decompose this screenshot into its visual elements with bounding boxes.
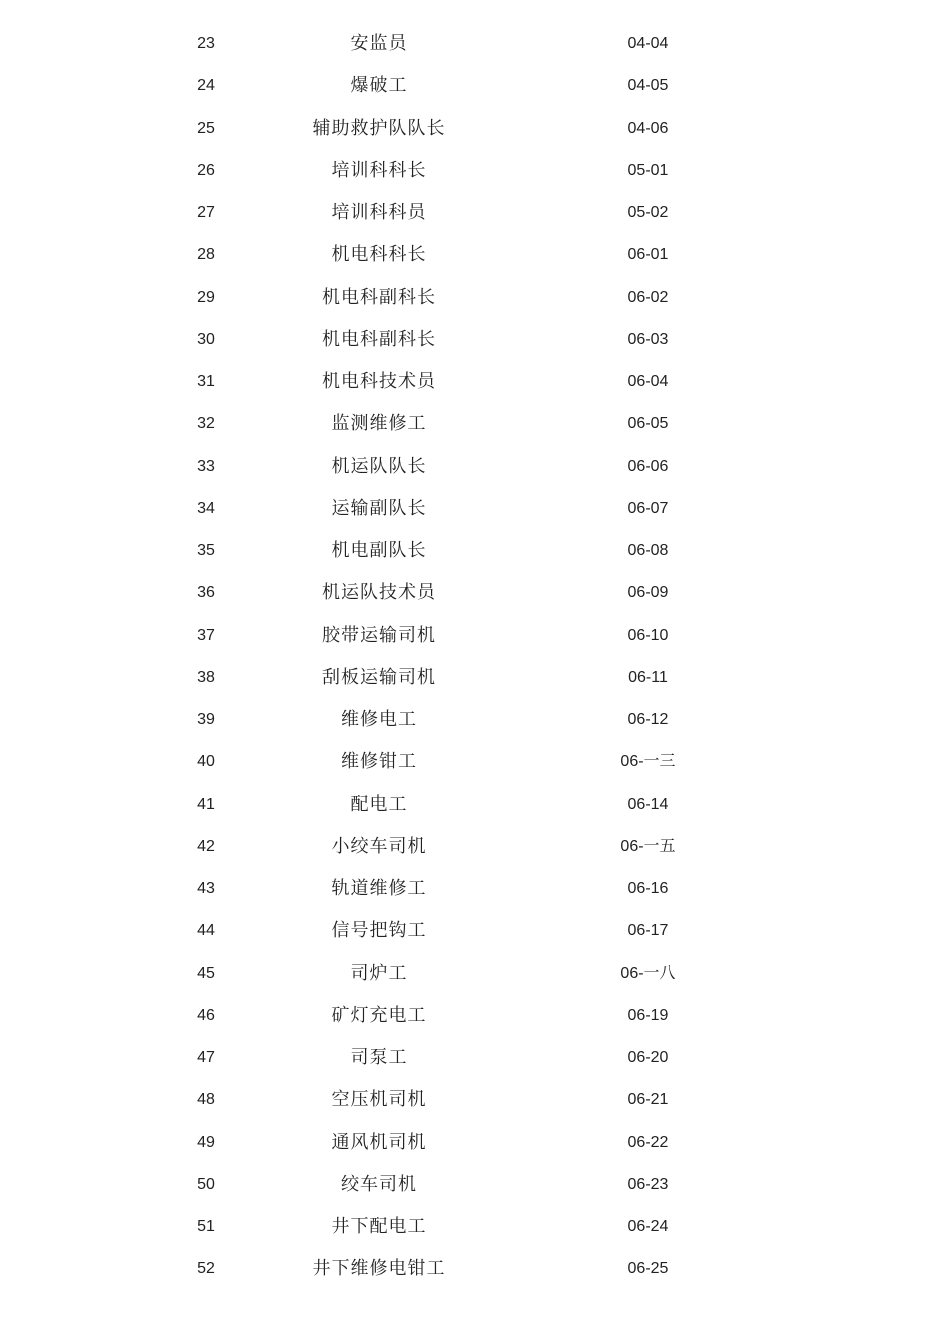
position-code: 06-24	[627, 1218, 669, 1235]
row-number: 45	[197, 964, 215, 982]
table-row	[0, 699, 950, 741]
table-row	[0, 150, 950, 192]
position-code: 06-16	[627, 880, 669, 897]
position-code: 06-一五	[620, 837, 676, 855]
table-row	[0, 403, 950, 445]
table-row	[0, 1248, 950, 1290]
table-row	[0, 826, 950, 868]
position-name: 机运队技术员	[322, 582, 436, 604]
row-number: 31	[197, 373, 215, 390]
position-name: 司泵工	[350, 1047, 408, 1068]
position-name: 爆破工	[350, 75, 408, 97]
position-code: 06-25	[627, 1260, 669, 1278]
position-name: 绞车司机	[341, 1173, 417, 1195]
position-code: 04-06	[627, 119, 669, 137]
position-code: 06-05	[627, 415, 669, 433]
position-code: 06-22	[627, 1133, 669, 1151]
row-number: 30	[197, 330, 215, 348]
position-name: 机电科科长	[331, 244, 427, 266]
table-row	[0, 65, 950, 107]
position-code: 06-一三	[620, 753, 676, 771]
row-number: 24	[197, 77, 215, 95]
row-number: 36	[197, 584, 215, 602]
position-code: 05-02	[627, 204, 669, 221]
position-name: 井下维修电钳工	[312, 1258, 446, 1280]
row-number: 25	[197, 119, 215, 137]
position-code: 06-09	[627, 584, 669, 602]
row-number: 41	[197, 795, 215, 813]
row-number: 42	[197, 837, 215, 855]
position-name: 轨道维修工	[331, 878, 427, 899]
position-code: 06-06	[627, 457, 669, 475]
position-name: 机电科副科长	[322, 328, 436, 350]
table-row	[0, 1122, 950, 1164]
position-code: 06-04	[627, 373, 669, 390]
position-code: 06-02	[627, 288, 669, 306]
position-code: 06-21	[627, 1091, 669, 1109]
table-row	[0, 361, 950, 403]
row-number: 51	[197, 1218, 215, 1235]
document-table	[0, 23, 950, 1291]
row-number: 38	[197, 668, 215, 686]
row-number: 27	[197, 204, 215, 221]
position-code: 06-12	[627, 711, 669, 728]
table-row	[0, 530, 950, 572]
table-row	[0, 1037, 950, 1079]
position-name: 通风机司机	[331, 1131, 427, 1153]
position-name: 机电科技术员	[322, 371, 436, 392]
position-name: 培训科科员	[331, 202, 427, 223]
row-number: 40	[197, 753, 215, 771]
table-row	[0, 657, 950, 699]
table-row	[0, 953, 950, 995]
table-row	[0, 23, 950, 65]
table-row	[0, 446, 950, 488]
position-code: 05-01	[627, 161, 669, 179]
table-row	[0, 572, 950, 614]
row-number: 47	[197, 1049, 215, 1066]
position-code: 06-一八	[620, 964, 676, 982]
row-number: 43	[197, 880, 215, 897]
position-name: 辅助救护队队长	[312, 117, 446, 139]
table-row	[0, 277, 950, 319]
position-code: 06-10	[627, 626, 669, 644]
row-number: 44	[197, 922, 215, 940]
row-number: 29	[197, 288, 215, 306]
position-name: 井下配电工	[331, 1216, 427, 1237]
position-code: 06-19	[627, 1006, 669, 1024]
row-number: 50	[197, 1175, 215, 1193]
position-name: 小绞车司机	[331, 835, 427, 857]
position-code: 06-23	[627, 1175, 669, 1193]
position-code: 06-17	[627, 922, 669, 940]
position-code: 06-01	[627, 246, 669, 264]
table-row	[0, 108, 950, 150]
row-number: 26	[197, 161, 215, 179]
position-code: 04-04	[627, 35, 669, 52]
table-row	[0, 1206, 950, 1248]
position-name: 机运队队长	[331, 455, 427, 477]
row-number: 39	[197, 711, 215, 728]
table-row	[0, 319, 950, 361]
position-name: 培训科科长	[331, 159, 427, 181]
position-code: 06-07	[627, 499, 669, 517]
table-row	[0, 1079, 950, 1121]
position-code: 06-08	[627, 542, 669, 559]
row-number: 52	[197, 1260, 215, 1278]
row-number: 35	[197, 542, 215, 559]
row-number: 33	[197, 457, 215, 475]
table-row	[0, 234, 950, 276]
row-number: 46	[197, 1006, 215, 1024]
table-row	[0, 488, 950, 530]
position-name: 机电副队长	[331, 540, 427, 561]
table-row	[0, 784, 950, 826]
position-code: 04-05	[627, 77, 669, 95]
row-number: 28	[197, 246, 215, 264]
position-name: 空压机司机	[331, 1089, 427, 1111]
position-code: 06-03	[627, 330, 669, 348]
table-row	[0, 192, 950, 234]
row-number: 49	[197, 1133, 215, 1151]
position-name: 运输副队长	[331, 497, 427, 519]
position-name: 刮板运输司机	[322, 666, 436, 688]
position-name: 配电工	[350, 793, 408, 815]
position-code: 06-14	[627, 795, 669, 813]
position-name: 胶带运输司机	[322, 624, 436, 646]
table-row	[0, 910, 950, 952]
position-name: 安监员	[350, 33, 408, 54]
row-number: 34	[197, 499, 215, 517]
table-row	[0, 868, 950, 910]
table-row	[0, 741, 950, 783]
position-name: 监测维修工	[331, 413, 427, 435]
position-name: 机电科副科长	[322, 286, 436, 308]
row-number: 32	[197, 415, 215, 433]
table-row	[0, 1164, 950, 1206]
position-name: 维修电工	[341, 709, 417, 730]
position-name: 矿灯充电工	[331, 1004, 427, 1026]
table-row	[0, 995, 950, 1037]
position-code: 06-20	[627, 1049, 669, 1066]
position-name: 司炉工	[350, 962, 408, 984]
row-number: 48	[197, 1091, 215, 1109]
row-number: 23	[197, 35, 215, 52]
position-name: 信号把钩工	[331, 920, 427, 942]
position-name: 维修钳工	[341, 751, 417, 773]
table-row	[0, 615, 950, 657]
row-number: 37	[197, 626, 215, 644]
position-code: 06-11	[628, 668, 668, 686]
